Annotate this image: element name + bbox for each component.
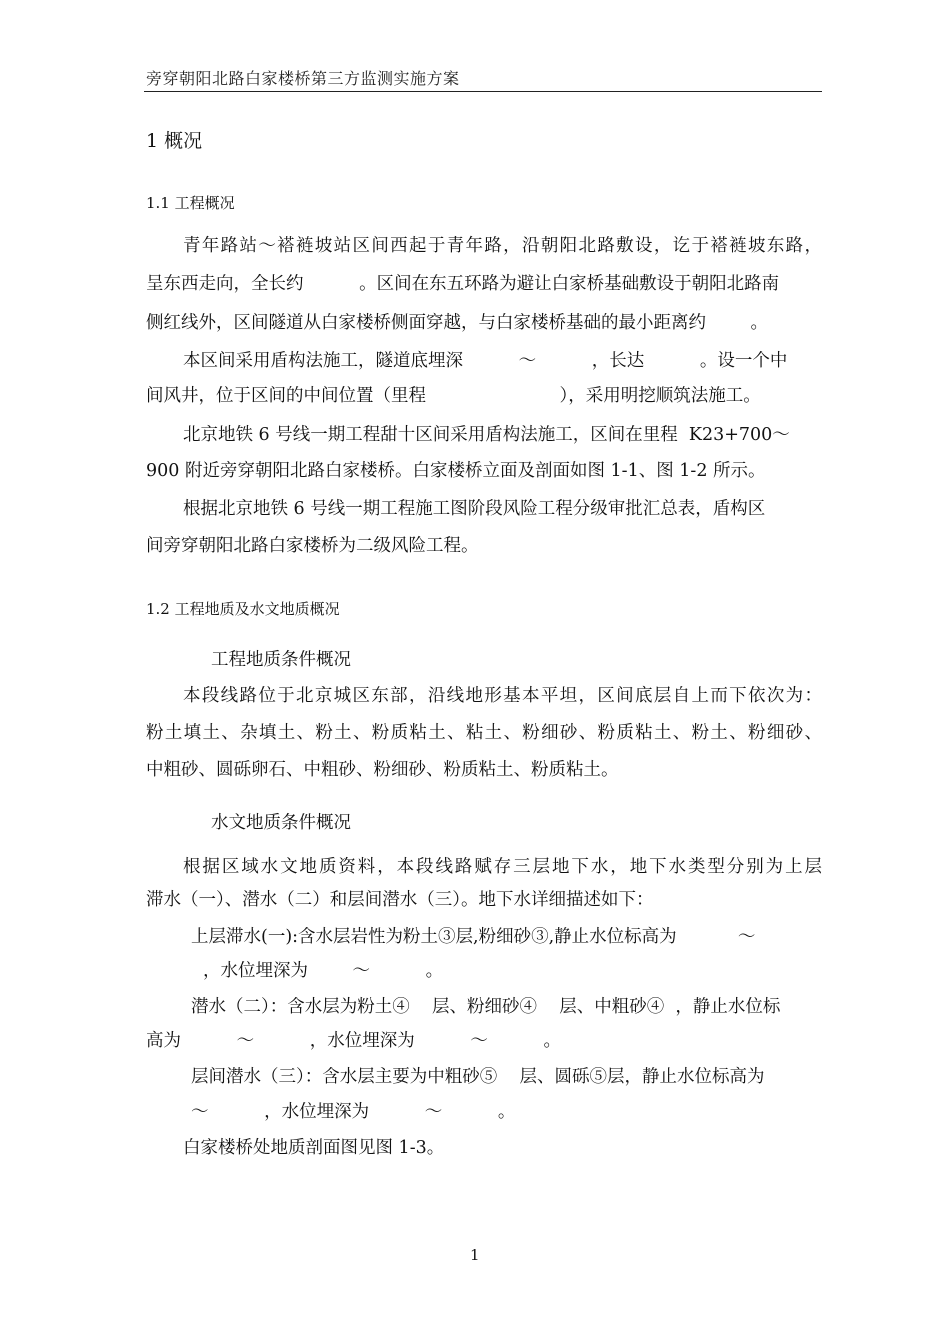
paragraph-line: 根据北京地铁 6 号线一期工程施工图阶段风险工程分级审批汇总表，盾构区 bbox=[183, 499, 766, 519]
paragraph-line: 间风井，位于区间的中间位置（里程 ），采用明挖顺筑法施工。 bbox=[146, 386, 761, 406]
paragraph-line: ～ ，水位埋深为 ～ 。 bbox=[191, 1102, 516, 1122]
paragraph-line: 根据区域水文地质资料，本段线路赋存三层地下水，地下水类型分别为上层 bbox=[183, 857, 822, 877]
paragraph-line: 900 附近旁穿朝阳北路白家楼桥。白家楼桥立面及剖面如图 1-1、图 1-2 所示。 bbox=[146, 461, 766, 481]
section-1-heading: 1 概况 bbox=[146, 130, 203, 152]
subsection-title: 工程地质条件概况 bbox=[211, 650, 351, 670]
paragraph-line: 滞水（一）、潜水（二）和层间潜水（三）。地下水详细描述如下： bbox=[146, 890, 654, 910]
page-header-title: 旁穿朝阳北路白家楼桥第三方监测实施方案 bbox=[146, 69, 460, 88]
section-1-2-heading: 1.2 工程地质及水文地质概况 bbox=[146, 600, 340, 618]
paragraph-line: 间旁穿朝阳北路白家楼桥为二级风险工程。 bbox=[146, 536, 479, 556]
paragraph-line: 侧红线外，区间隧道从白家楼桥侧面穿越，与白家楼桥基础的最小距离约 。 bbox=[146, 313, 768, 333]
paragraph-line: 中粗砂、圆砾卵石、中粗砂、粉细砂、粉质粘土、粉质粘土。 bbox=[146, 760, 619, 780]
paragraph-line: 北京地铁 6 号线一期工程甜十区间采用盾构法施工，区间在里程 K23+700～ bbox=[183, 425, 790, 445]
subsection-title: 水文地质条件概况 bbox=[211, 813, 351, 833]
paragraph-line: 白家楼桥处地质剖面图见图 1-3。 bbox=[183, 1138, 445, 1158]
section-1-1-heading: 1.1 工程概况 bbox=[146, 194, 235, 212]
paragraph-line: 层间潜水（三）：含水层主要为中粗砂⑤ 层、圆砾⑤层，静止水位标高为 bbox=[191, 1067, 765, 1087]
paragraph-line: 青年路站～褡裢坡站区间西起于青年路，沿朝阳北路敷设，讫于褡裢坡东路， bbox=[183, 236, 822, 256]
paragraph-line: ，水位埋深为 ～ 。 bbox=[203, 961, 444, 981]
paragraph-line: 粉土填土、杂填土、粉土、粉质粘土、粘土、粉细砂、粉质粘土、粉土、粉细砂、 bbox=[146, 723, 822, 743]
page-number: 1 bbox=[470, 1246, 480, 1264]
paragraph-line: 本区间采用盾构法施工，隧道底埋深 ～ ，长达 。设一个中 bbox=[183, 351, 788, 371]
paragraph-line: 上层滞水(一):含水层岩性为粉土③层,粉细砂③,静止水位标高为 ～ bbox=[191, 927, 756, 947]
header-rule bbox=[144, 91, 822, 92]
paragraph-line: 呈东西走向，全长约 。区间在东五环路为避让白家桥基础敷设于朝阳北路南 bbox=[146, 274, 780, 294]
paragraph-line: 高为 ～ ，水位埋深为 ～ 。 bbox=[146, 1031, 562, 1051]
paragraph-line: 潜水（二）：含水层为粉土④ 层、粉细砂④ 层、中粗砂④ ，静止水位标 bbox=[191, 997, 781, 1017]
paragraph-line: 本段线路位于北京城区东部，沿线地形基本平坦，区间底层自上而下依次为： bbox=[183, 686, 822, 706]
